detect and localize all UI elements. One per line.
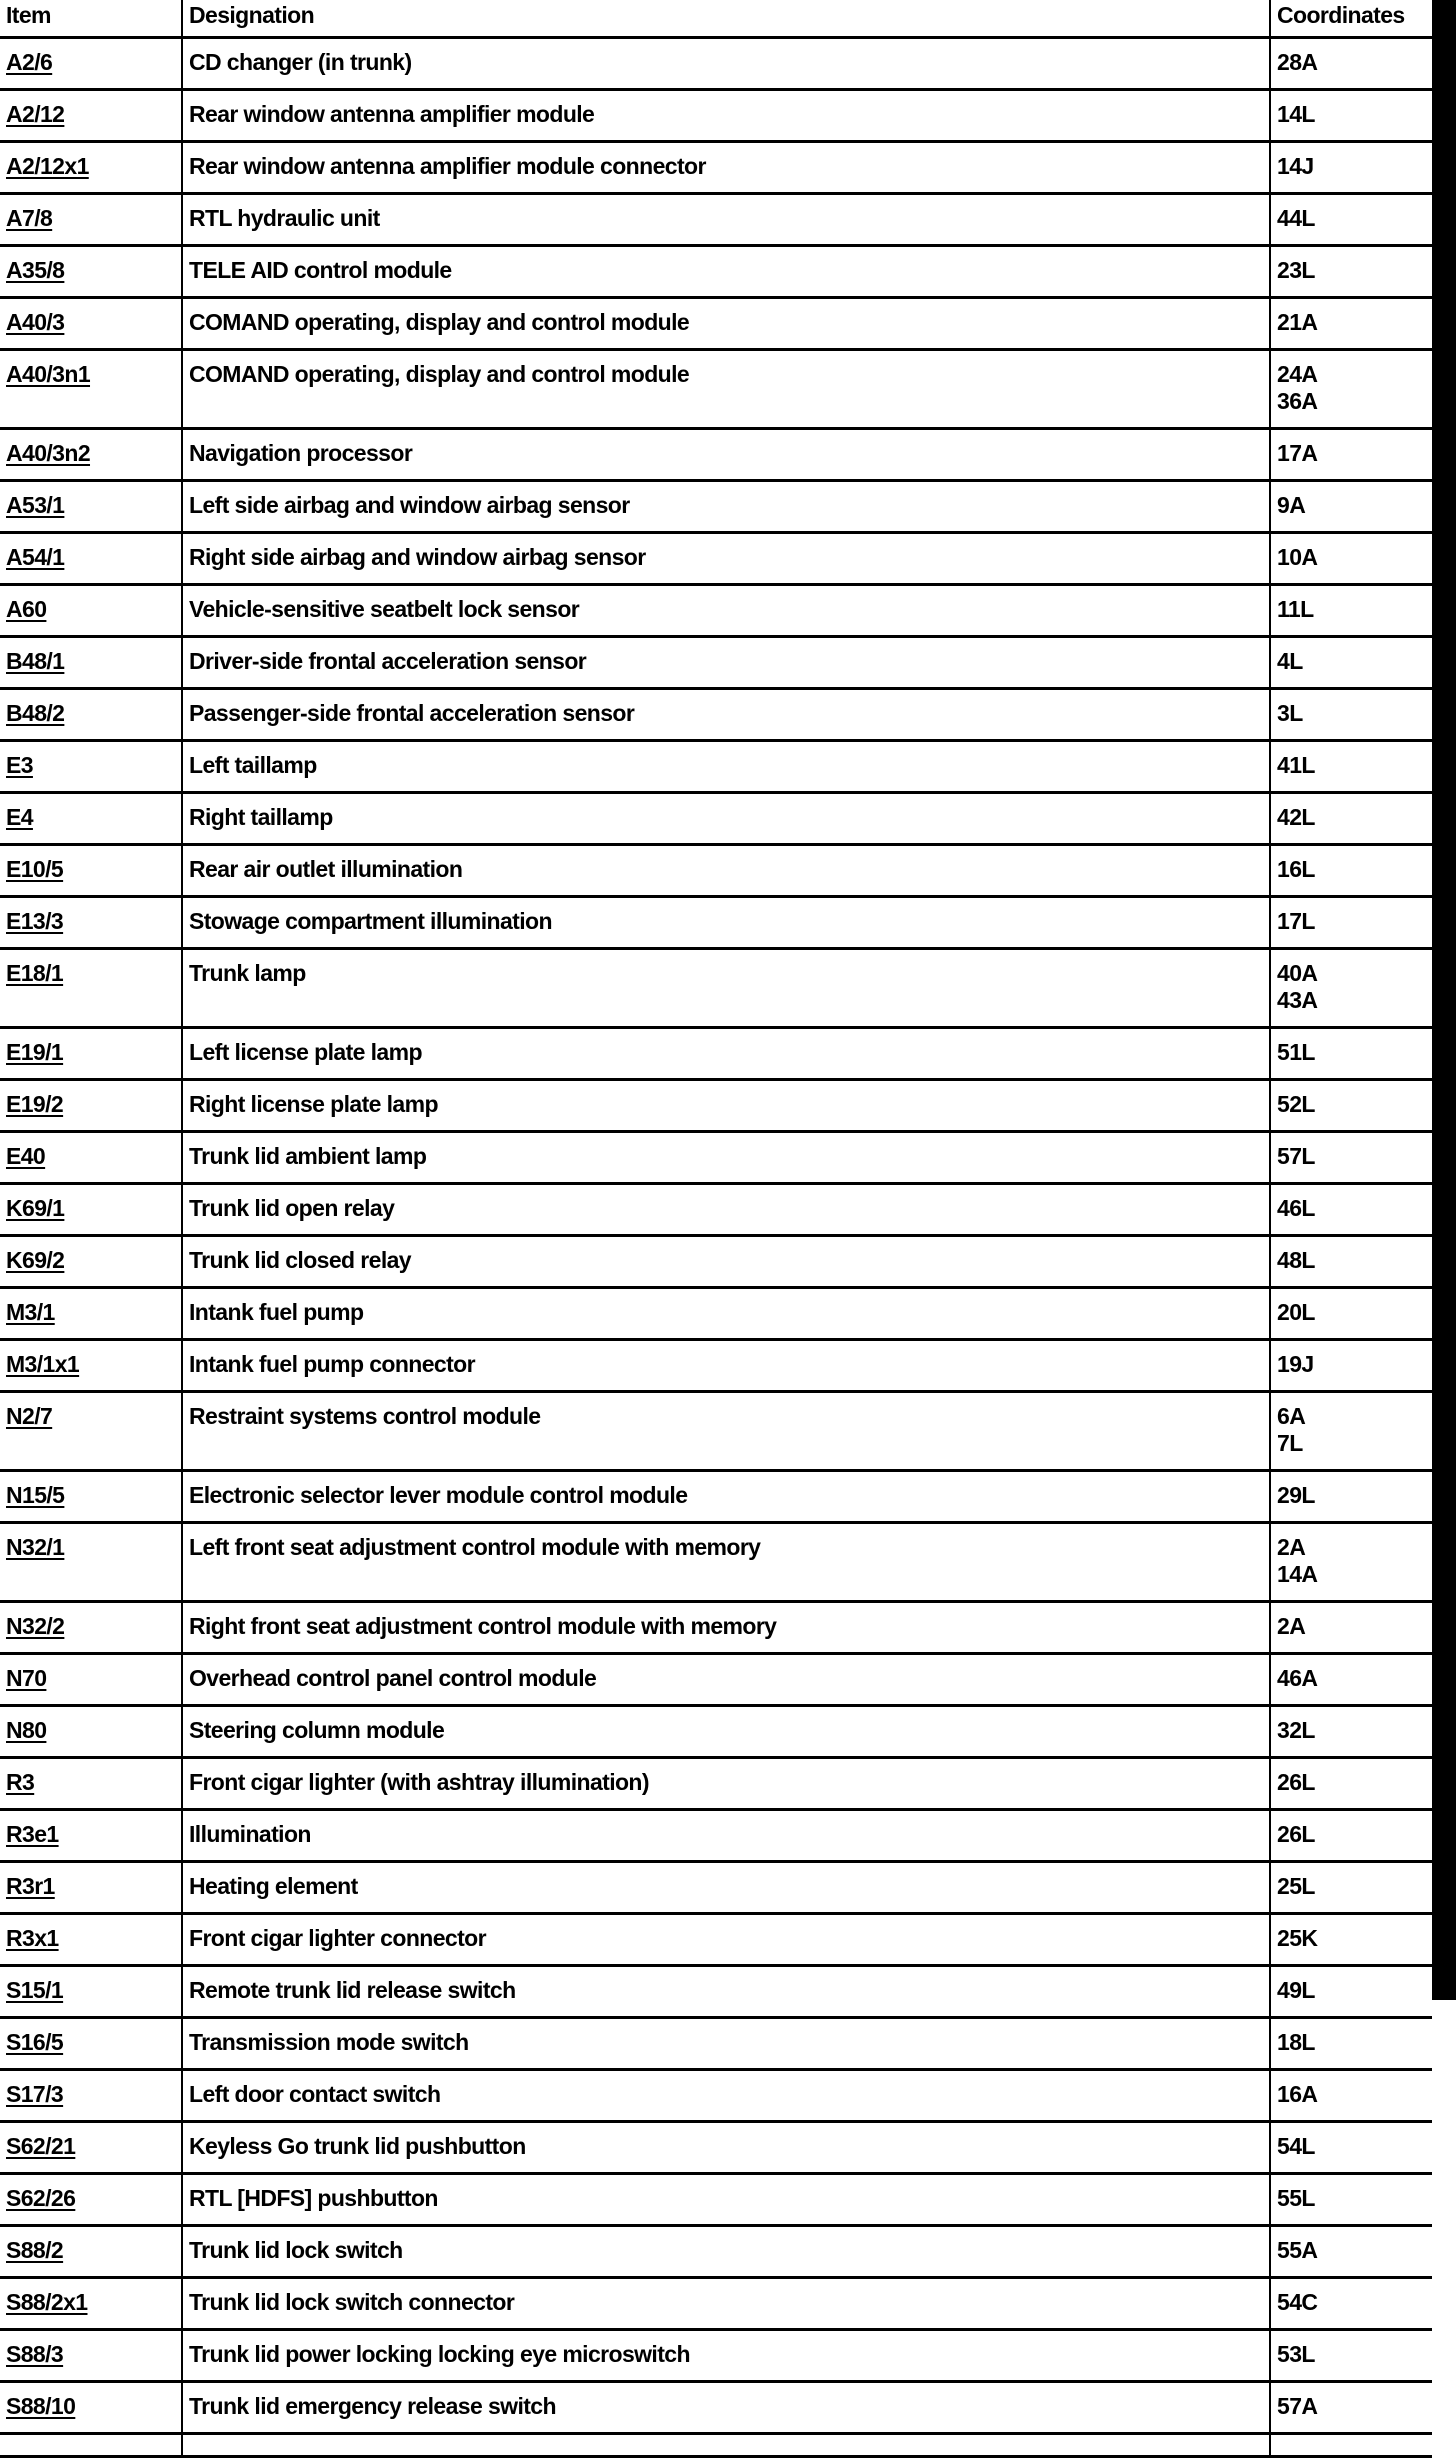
item-link[interactable]: K69/1: [6, 1195, 65, 1221]
table-header-row: [0, 0, 1432, 38]
coordinates-cell: [1270, 1966, 1432, 2018]
item-link[interactable]: A54/1: [6, 544, 65, 570]
item-cell: [0, 2122, 182, 2174]
item-link[interactable]: E19/2: [6, 1091, 64, 1117]
coordinate-value: 14L: [1277, 101, 1315, 127]
item-link[interactable]: K69/2: [6, 1247, 65, 1273]
table-row: [0, 949, 1432, 1028]
designation-cell: Driver-side frontal acceleration sensor: [182, 637, 1270, 689]
coordinates-cell: [1270, 350, 1432, 429]
coordinate-value: 14J: [1277, 153, 1314, 179]
item-cell: [0, 897, 182, 949]
table-body: [0, 38, 1432, 2457]
coordinate-value: 46A: [1277, 1665, 1318, 1691]
empty-cell: [0, 2434, 182, 2457]
item-cell: [0, 793, 182, 845]
table-row: [0, 1080, 1432, 1132]
coordinates-cell: [1270, 1654, 1432, 1706]
coordinate-value: 43A: [1277, 987, 1318, 1013]
table-row: [0, 1184, 1432, 1236]
coordinates-cell: [1270, 793, 1432, 845]
designation-cell: Steering column module: [182, 1706, 1270, 1758]
designation-cell: Illumination: [182, 1810, 1270, 1862]
item-link[interactable]: M3/1: [6, 1299, 55, 1325]
coordinates-cell: [1270, 1028, 1432, 1080]
designation-cell: Rear air outlet illumination: [182, 845, 1270, 897]
designation-cell: Trunk lid ambient lamp: [182, 1132, 1270, 1184]
designation-cell: Trunk lid lock switch connector: [182, 2278, 1270, 2330]
designation-cell: Right taillamp: [182, 793, 1270, 845]
designation-cell: COMAND operating, display and control module: [182, 298, 1270, 350]
coordinates-cell: [1270, 2226, 1432, 2278]
item-cell: [0, 741, 182, 793]
item-link[interactable]: S15/1: [6, 1977, 64, 2003]
coordinates-cell: [1270, 689, 1432, 741]
designation-cell: COMAND operating, display and control module: [182, 350, 1270, 429]
item-cell: [0, 533, 182, 585]
coordinates-cell: [1270, 429, 1432, 481]
item-cell: [0, 845, 182, 897]
empty-cell: [1270, 2434, 1432, 2457]
table-row: [0, 1523, 1432, 1602]
coordinates-cell: [1270, 194, 1432, 246]
item-cell: [0, 429, 182, 481]
designation-cell: Trunk lid closed relay: [182, 1236, 1270, 1288]
empty-table-row: [0, 2434, 1432, 2457]
header-coordinates: Coordinates: [1270, 0, 1432, 38]
item-cell: [0, 1288, 182, 1340]
coordinate-value: 17L: [1277, 908, 1315, 934]
item-link[interactable]: N15/5: [6, 1482, 65, 1508]
table-row: [0, 2382, 1432, 2434]
coordinates-cell: [1270, 1236, 1432, 1288]
item-link[interactable]: R3x1: [6, 1925, 59, 1951]
coordinate-value: 7L: [1277, 1430, 1303, 1456]
coordinate-value: 14A: [1277, 1561, 1318, 1587]
right-edge-bar: [1432, 0, 1456, 2000]
coordinate-value: 26L: [1277, 1821, 1315, 1847]
designation-cell: Trunk lid emergency release switch: [182, 2382, 1270, 2434]
coordinate-value: 57A: [1277, 2393, 1318, 2419]
item-link[interactable]: S88/2x1: [6, 2289, 88, 2315]
item-cell: [0, 1758, 182, 1810]
designation-cell: Stowage compartment illumination: [182, 897, 1270, 949]
designation-cell: Front cigar lighter (with ashtray illumination): [182, 1758, 1270, 1810]
coordinate-value: 26L: [1277, 1769, 1315, 1795]
coordinate-value: 25L: [1277, 1873, 1315, 1899]
coordinate-value: 40A: [1277, 960, 1318, 986]
item-cell: [0, 585, 182, 637]
designation-cell: Trunk lamp: [182, 949, 1270, 1028]
table-row: [0, 689, 1432, 741]
table-row: [0, 637, 1432, 689]
item-cell: [0, 142, 182, 194]
coordinates-cell: [1270, 1340, 1432, 1392]
item-cell: [0, 1966, 182, 2018]
designation-cell: Overhead control panel control module: [182, 1654, 1270, 1706]
item-link[interactable]: A40/3: [6, 309, 65, 335]
table-row: [0, 2018, 1432, 2070]
item-cell: [0, 1471, 182, 1523]
item-cell: [0, 481, 182, 533]
designation-cell: CD changer (in trunk): [182, 38, 1270, 90]
item-link[interactable]: S88/10: [6, 2393, 76, 2419]
item-cell: [0, 2226, 182, 2278]
table-row: [0, 142, 1432, 194]
table-row: [0, 481, 1432, 533]
designation-cell: Rear window antenna amplifier module connector: [182, 142, 1270, 194]
coordinate-value: 17A: [1277, 440, 1318, 466]
coordinate-value: 51L: [1277, 1039, 1315, 1065]
item-link[interactable]: S88/2: [6, 2237, 64, 2263]
item-cell: [0, 90, 182, 142]
table-row: [0, 2278, 1432, 2330]
item-link[interactable]: E3: [6, 752, 33, 778]
item-cell: [0, 38, 182, 90]
item-link[interactable]: N80: [6, 1717, 47, 1743]
item-link[interactable]: R3e1: [6, 1821, 59, 1847]
designation-cell: Heating element: [182, 1862, 1270, 1914]
item-cell: [0, 1706, 182, 1758]
item-link[interactable]: E13/3: [6, 908, 64, 934]
coordinate-value: 11L: [1277, 596, 1314, 622]
item-link[interactable]: R3r1: [6, 1873, 55, 1899]
coordinate-value: 21A: [1277, 309, 1318, 335]
coordinates-cell: [1270, 1758, 1432, 1810]
table-row: [0, 1392, 1432, 1471]
coordinates-cell: [1270, 90, 1432, 142]
item-link[interactable]: S88/3: [6, 2341, 64, 2367]
coordinate-value: 28A: [1277, 49, 1318, 75]
coordinates-cell: [1270, 1810, 1432, 1862]
item-link[interactable]: S17/3: [6, 2081, 64, 2107]
coordinates-cell: [1270, 949, 1432, 1028]
coordinate-value: 36A: [1277, 388, 1318, 414]
table-row: [0, 2330, 1432, 2382]
table-row: [0, 246, 1432, 298]
item-link[interactable]: A2/6: [6, 49, 53, 75]
item-link[interactable]: S16/5: [6, 2029, 64, 2055]
coordinate-value: 2A: [1277, 1613, 1306, 1639]
coordinate-value: 29L: [1277, 1482, 1315, 1508]
item-cell: [0, 194, 182, 246]
designation-cell: Remote trunk lid release switch: [182, 1966, 1270, 2018]
item-link[interactable]: A35/8: [6, 257, 65, 283]
coordinate-value: 52L: [1277, 1091, 1315, 1117]
table-row: [0, 1132, 1432, 1184]
item-link[interactable]: N32/1: [6, 1534, 65, 1560]
coordinate-value: 55L: [1277, 2185, 1315, 2211]
item-link[interactable]: A40/3n1: [6, 361, 91, 387]
item-cell: [0, 1392, 182, 1471]
coordinates-cell: [1270, 897, 1432, 949]
designation-cell: Rear window antenna amplifier module: [182, 90, 1270, 142]
item-cell: [0, 2330, 182, 2382]
table-row: [0, 793, 1432, 845]
item-link[interactable]: A2/12: [6, 101, 65, 127]
designation-cell: Vehicle-sensitive seatbelt lock sensor: [182, 585, 1270, 637]
table-row: [0, 1810, 1432, 1862]
coordinate-value: 54C: [1277, 2289, 1318, 2315]
item-link[interactable]: A2/12x1: [6, 153, 89, 179]
coordinates-cell: [1270, 1392, 1432, 1471]
header-item: Item: [0, 0, 182, 38]
designation-cell: Keyless Go trunk lid pushbutton: [182, 2122, 1270, 2174]
designation-cell: Left front seat adjustment control module with memory: [182, 1523, 1270, 1602]
coordinates-cell: [1270, 1132, 1432, 1184]
table-row: [0, 2122, 1432, 2174]
item-link[interactable]: M3/1x1: [6, 1351, 80, 1377]
item-link[interactable]: A7/8: [6, 205, 53, 231]
coordinate-value: 19J: [1277, 1351, 1314, 1377]
item-cell: [0, 689, 182, 741]
designation-cell: Left side airbag and window airbag sensor: [182, 481, 1270, 533]
coordinate-value: 41L: [1277, 752, 1315, 778]
table-row: [0, 1914, 1432, 1966]
table-row: [0, 90, 1432, 142]
coordinates-cell: [1270, 533, 1432, 585]
coordinate-value: 23L: [1277, 257, 1315, 283]
designation-cell: Transmission mode switch: [182, 2018, 1270, 2070]
coordinate-value: 9A: [1277, 492, 1306, 518]
item-cell: [0, 2278, 182, 2330]
designation-cell: Restraint systems control module: [182, 1392, 1270, 1471]
designation-cell: Passenger-side frontal acceleration sensor: [182, 689, 1270, 741]
coordinates-cell: [1270, 845, 1432, 897]
designation-cell: Right side airbag and window airbag sensor: [182, 533, 1270, 585]
item-cell: [0, 350, 182, 429]
item-link[interactable]: B48/2: [6, 700, 65, 726]
coordinates-cell: [1270, 2122, 1432, 2174]
coordinate-value: 25K: [1277, 1925, 1318, 1951]
table-row: [0, 1654, 1432, 1706]
header-designation: Designation: [182, 0, 1270, 38]
table-row: [0, 897, 1432, 949]
coordinates-cell: [1270, 38, 1432, 90]
table-row: [0, 194, 1432, 246]
coordinate-value: 42L: [1277, 804, 1315, 830]
table-row: [0, 1340, 1432, 1392]
table-row: [0, 2070, 1432, 2122]
table-row: [0, 533, 1432, 585]
item-cell: [0, 1080, 182, 1132]
designation-cell: Intank fuel pump connector: [182, 1340, 1270, 1392]
coordinate-value: 2A: [1277, 1534, 1306, 1560]
designation-cell: RTL [HDFS] pushbutton: [182, 2174, 1270, 2226]
item-cell: [0, 1236, 182, 1288]
coordinates-cell: [1270, 2278, 1432, 2330]
item-link[interactable]: N32/2: [6, 1613, 65, 1639]
coordinates-cell: [1270, 1080, 1432, 1132]
item-cell: [0, 246, 182, 298]
coordinate-value: 44L: [1277, 205, 1315, 231]
coordinate-value: 32L: [1277, 1717, 1315, 1743]
table-row: [0, 585, 1432, 637]
table-row: [0, 350, 1432, 429]
designation-cell: Right license plate lamp: [182, 1080, 1270, 1132]
item-cell: [0, 1810, 182, 1862]
item-link[interactable]: N70: [6, 1665, 47, 1691]
item-cell: [0, 1132, 182, 1184]
coordinate-value: 20L: [1277, 1299, 1315, 1325]
coordinate-value: 55A: [1277, 2237, 1318, 2263]
coordinate-value: 4L: [1277, 648, 1303, 674]
table-row: [0, 1288, 1432, 1340]
designation-cell: Left license plate lamp: [182, 1028, 1270, 1080]
coordinate-value: 16L: [1277, 856, 1315, 882]
empty-cell: [182, 2434, 1270, 2457]
coordinates-cell: [1270, 1602, 1432, 1654]
designation-cell: TELE AID control module: [182, 246, 1270, 298]
item-link[interactable]: N2/7: [6, 1403, 53, 1429]
table-row: [0, 38, 1432, 90]
item-cell: [0, 1914, 182, 1966]
designation-cell: Navigation processor: [182, 429, 1270, 481]
coordinate-value: 49L: [1277, 1977, 1315, 2003]
coordinate-value: 53L: [1277, 2341, 1315, 2367]
item-cell: [0, 2018, 182, 2070]
coordinates-cell: [1270, 481, 1432, 533]
table-row: [0, 1602, 1432, 1654]
coordinates-cell: [1270, 2070, 1432, 2122]
coordinate-value: 18L: [1277, 2029, 1315, 2055]
designation-cell: Trunk lid open relay: [182, 1184, 1270, 1236]
designation-cell: RTL hydraulic unit: [182, 194, 1270, 246]
item-link[interactable]: E18/1: [6, 960, 64, 986]
item-link[interactable]: B48/1: [6, 648, 65, 674]
designation-cell: Front cigar lighter connector: [182, 1914, 1270, 1966]
table-row: [0, 1966, 1432, 2018]
designation-cell: Right front seat adjustment control module with memory: [182, 1602, 1270, 1654]
designation-cell: Intank fuel pump: [182, 1288, 1270, 1340]
coordinate-value: 6A: [1277, 1403, 1306, 1429]
item-cell: [0, 1654, 182, 1706]
coordinates-cell: [1270, 1523, 1432, 1602]
item-cell: [0, 2174, 182, 2226]
coordinates-cell: [1270, 2382, 1432, 2434]
item-cell: [0, 2382, 182, 2434]
table-row: [0, 2226, 1432, 2278]
item-link[interactable]: A40/3n2: [6, 440, 91, 466]
coordinates-cell: [1270, 2174, 1432, 2226]
item-cell: [0, 1602, 182, 1654]
coordinates-cell: [1270, 637, 1432, 689]
coordinate-value: 54L: [1277, 2133, 1315, 2159]
table-row: [0, 1028, 1432, 1080]
item-cell: [0, 637, 182, 689]
designation-cell: Left taillamp: [182, 741, 1270, 793]
coordinate-value: 3L: [1277, 700, 1303, 726]
coordinate-value: 16A: [1277, 2081, 1318, 2107]
item-cell: [0, 949, 182, 1028]
designation-cell: Trunk lid power locking locking eye microswitch: [182, 2330, 1270, 2382]
coordinates-cell: [1270, 246, 1432, 298]
coordinates-cell: [1270, 2018, 1432, 2070]
table-row: [0, 1471, 1432, 1523]
coordinates-cell: [1270, 142, 1432, 194]
coordinate-value: 10A: [1277, 544, 1318, 570]
item-link[interactable]: E10/5: [6, 856, 64, 882]
coordinates-cell: [1270, 1184, 1432, 1236]
item-cell: [0, 1340, 182, 1392]
item-link[interactable]: S62/26: [6, 2185, 76, 2211]
item-link[interactable]: A60: [6, 596, 47, 622]
designation-cell: Trunk lid lock switch: [182, 2226, 1270, 2278]
coordinates-cell: [1270, 2330, 1432, 2382]
item-cell: [0, 2070, 182, 2122]
coordinate-value: 48L: [1277, 1247, 1315, 1273]
designation-cell: Electronic selector lever module control module: [182, 1471, 1270, 1523]
coordinate-value: 57L: [1277, 1143, 1315, 1169]
table-row: [0, 1706, 1432, 1758]
table-row: [0, 1758, 1432, 1810]
item-link[interactable]: E40: [6, 1143, 46, 1169]
coordinate-value: 24A: [1277, 361, 1318, 387]
table-row: [0, 741, 1432, 793]
coordinates-cell: [1270, 1471, 1432, 1523]
table-row: [0, 1236, 1432, 1288]
item-cell: [0, 1523, 182, 1602]
item-link[interactable]: S62/21: [6, 2133, 76, 2159]
coordinates-cell: [1270, 1914, 1432, 1966]
item-cell: [0, 1028, 182, 1080]
item-link[interactable]: R3: [6, 1769, 35, 1795]
table-row: [0, 845, 1432, 897]
table-row: [0, 2174, 1432, 2226]
coordinate-value: 46L: [1277, 1195, 1315, 1221]
coordinates-cell: [1270, 298, 1432, 350]
coordinates-cell: [1270, 1706, 1432, 1758]
item-cell: [0, 1862, 182, 1914]
designation-cell: Left door contact switch: [182, 2070, 1270, 2122]
table-row: [0, 1862, 1432, 1914]
item-link[interactable]: E19/1: [6, 1039, 64, 1065]
coordinates-cell: [1270, 1288, 1432, 1340]
item-link[interactable]: A53/1: [6, 492, 65, 518]
table-row: [0, 429, 1432, 481]
coordinates-cell: [1270, 1862, 1432, 1914]
item-link[interactable]: E4: [6, 804, 33, 830]
table-row: [0, 298, 1432, 350]
coordinates-cell: [1270, 585, 1432, 637]
item-cell: [0, 1184, 182, 1236]
item-cell: [0, 298, 182, 350]
coordinates-cell: [1270, 741, 1432, 793]
